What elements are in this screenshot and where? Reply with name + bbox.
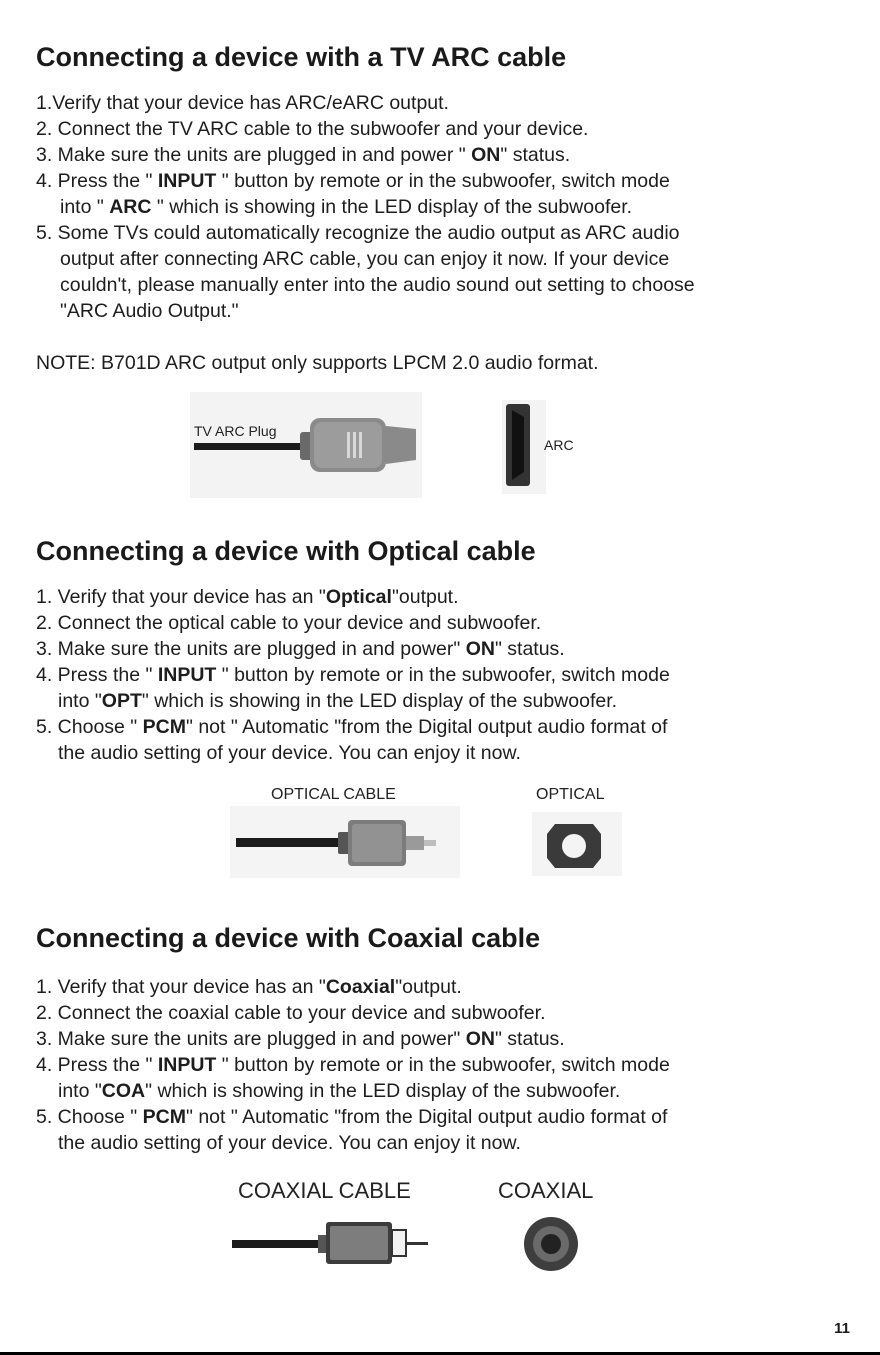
instruction-line: 4. Press the " INPUT " button by remote or in the subwoofer, switch mode	[36, 664, 670, 686]
instruction-line: 5. Choose " PCM" not " Automatic "from the Digital output audio format of	[36, 716, 668, 738]
coaxial-plug-illustration	[230, 1210, 630, 1274]
arc-heading: Connecting a device with a TV ARC cable	[36, 42, 567, 72]
coaxial-port-label: COAXIAL	[498, 1178, 594, 1203]
arc-note: NOTE: B701D ARC output only supports LPCM 2.0 audio format.	[36, 352, 599, 374]
instruction-line: into "COA" which is showing in the LED display of the subwoofer.	[58, 1080, 621, 1102]
instruction-line: 2. Connect the coaxial cable to your device and subwoofer.	[36, 1002, 546, 1024]
coaxial-cable-label: COAXIAL CABLE	[238, 1178, 411, 1203]
instruction-line: 4. Press the " INPUT " button by remote or in the subwoofer, switch mode	[36, 1054, 670, 1076]
coaxial-illustration	[230, 1174, 630, 1274]
instruction-line: into " ARC " which is showing in the LED display of the subwoofer.	[60, 196, 633, 218]
instruction-line: couldn't, please manually enter into the audio sound out setting to choose	[60, 274, 695, 296]
instruction-line: 3. Make sure the units are plugged in and power" ON" status.	[36, 638, 565, 660]
page-number: 11	[834, 1320, 850, 1337]
optical-cable-label: OPTICAL CABLE	[271, 786, 396, 803]
instruction-line: "ARC Audio Output."	[60, 300, 239, 322]
instruction-line: the audio setting of your device. You can enjoy it now.	[58, 742, 521, 764]
instruction-line: 4. Press the " INPUT " button by remote or in the subwoofer, switch mode	[36, 170, 670, 192]
instruction-line: into "OPT" which is showing in the LED display of the subwoofer.	[58, 690, 618, 712]
instruction-line: 1.Verify that your device has ARC/eARC output.	[36, 92, 449, 114]
instruction-line: 1. Verify that your device has an "Optical"output.	[36, 586, 459, 608]
tv-arc-plug-label: TV ARC Plug	[194, 423, 277, 439]
optical-port-label: OPTICAL	[536, 786, 605, 803]
instruction-line: output after connecting ARC cable, you can enjoy it now. If your device	[60, 248, 670, 270]
hdmi-plug-illustration	[190, 392, 590, 500]
instruction-line: 3. Make sure the units are plugged in and power" ON" status.	[36, 1028, 565, 1050]
instruction-line: 5. Choose " PCM" not " Automatic "from the Digital output audio format of	[36, 1106, 668, 1128]
instruction-line: 5. Some TVs could automatically recognize the audio output as ARC audio	[36, 222, 680, 244]
instruction-line: 1. Verify that your device has an "Coaxial"output.	[36, 976, 462, 998]
instruction-line: 2. Connect the TV ARC cable to the subwoofer and your device.	[36, 118, 589, 140]
instruction-line: 3. Make sure the units are plugged in and power " ON" status.	[36, 144, 571, 166]
coaxial-heading: Connecting a device with Coaxial cable	[36, 923, 541, 953]
optical-heading: Connecting a device with Optical cable	[36, 536, 536, 566]
instruction-line: 2. Connect the optical cable to your device and subwoofer.	[36, 612, 542, 634]
optical-illustration	[230, 782, 630, 878]
instruction-line: the audio setting of your device. You can enjoy it now.	[58, 1132, 521, 1154]
arc-port-label: ARC	[544, 437, 574, 453]
optical-plug-illustration	[230, 806, 630, 878]
arc-illustration	[190, 392, 590, 500]
